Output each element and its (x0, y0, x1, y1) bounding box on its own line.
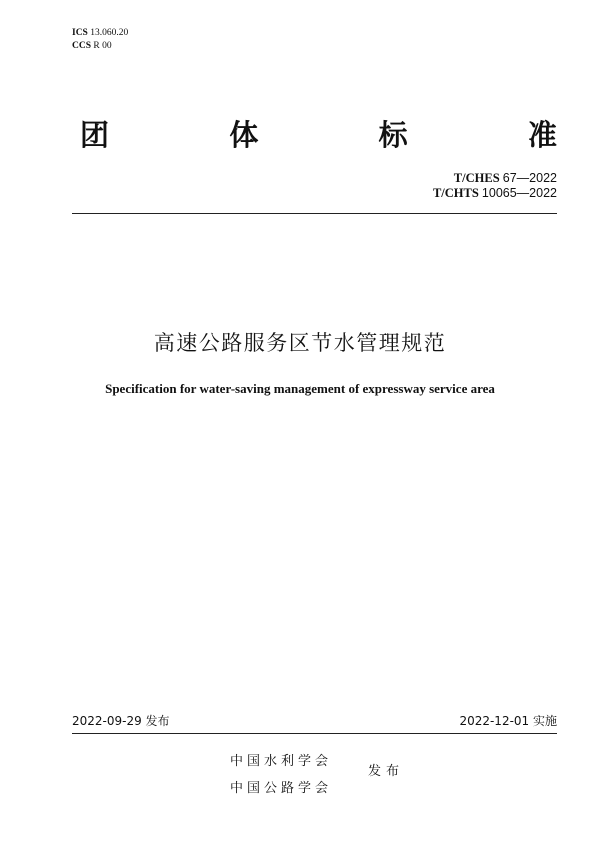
standard-number-prefix: T/CHES (453, 171, 500, 185)
standard-type-char: 准 (527, 118, 557, 152)
document-title-cn: 高速公路服务区节水管理规范 (153, 331, 447, 355)
ics-code: 13.060.20 (90, 28, 129, 38)
document-title-en: Specification for water-saving management of expressway service area (105, 381, 495, 396)
ccs-label: CCS (72, 41, 92, 51)
standard-type-char: 标 (378, 118, 408, 152)
ccs-code: R 00 (93, 41, 112, 51)
ics-label: ICS (72, 28, 88, 38)
top-divider (72, 213, 557, 214)
publisher-list (230, 748, 332, 802)
publisher-name: 中国公路学会 (230, 781, 333, 796)
standard-number-line (433, 171, 557, 186)
classification-codes (72, 27, 128, 53)
publish-date: 2022-09-29 发布 (72, 714, 170, 728)
standard-number-value: 10065—2022 (481, 186, 557, 200)
standard-number-line (433, 186, 557, 201)
effective-date: 2022-12-01 实施 (459, 714, 557, 728)
standard-numbers (433, 171, 557, 201)
standard-type-char: 团 (80, 118, 110, 152)
ics-line (72, 27, 128, 40)
standard-number-prefix: T/CHTS (432, 186, 479, 200)
ccs-line (72, 40, 128, 53)
issue-label: 发布 (368, 764, 405, 779)
publisher-name: 中国水利学会 (230, 754, 333, 769)
standard-number-value: 67—2022 (502, 171, 557, 185)
bottom-divider (72, 733, 557, 734)
standard-type-heading (80, 117, 557, 153)
standard-type-char: 体 (229, 118, 259, 152)
